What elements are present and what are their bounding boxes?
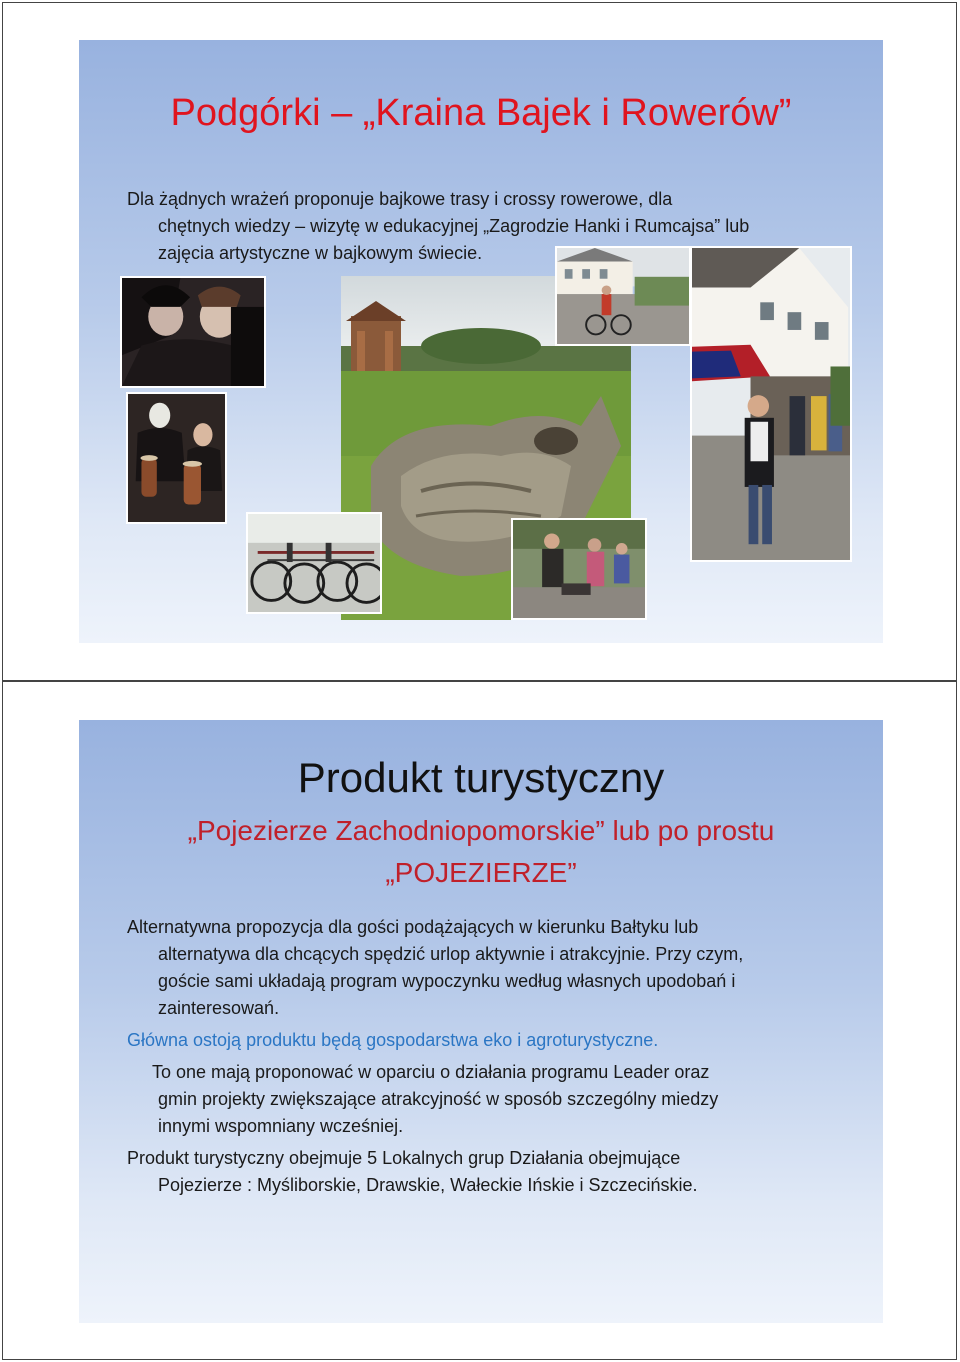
p3-line-1: To one mają proponować w oparciu o działania programu Leader oraz [152, 1062, 710, 1082]
slide-produkt-turystyczny [79, 720, 883, 1323]
slide2-subtitle-line-2: „POJEZIERZE” [385, 857, 577, 888]
slide1-line-2: chętnych wiedzy – wizytę w edukacyjnej „Zagrodzie Hanki i Rumcajsa” lub [158, 216, 750, 236]
p4-line-1: Produkt turystyczny obejmuje 5 Lokalnych grup Działania obejmujące [127, 1148, 681, 1168]
p1-line-4: zainteresowań. [158, 998, 280, 1018]
slide-podgorki [79, 40, 883, 643]
slide2-title: Produkt turystyczny [297, 754, 665, 801]
p1-line-2: alternatywa dla chcących spędzić urlop aktywnie i atrakcyjnie. Przy czym, [158, 944, 744, 964]
p1-line-1: Alternatywna propozycja dla gości podążających w kierunku Bałtyku lub [127, 917, 699, 937]
p3-line-3: innymi wspomniany wcześniej. [158, 1116, 404, 1136]
photo-village-street [555, 246, 691, 346]
slide1-line-3: zajęcia artystyczne w bajkowym świecie. [158, 243, 483, 263]
slide1-title: Podgórki – „Kraina Bajek i Rowerów” [170, 92, 792, 134]
photo-bicycles [246, 512, 382, 614]
photo-blacksmith-crowd [511, 518, 647, 620]
p4-line-2: Pojezierze : Myśliborskie, Drawskie, Wałeckie Ińskie i Szczecińskie. [158, 1175, 698, 1195]
slide2-paragraph-1 [127, 914, 851, 1022]
photo-drummers [126, 392, 227, 524]
photo-costumed-figures [120, 276, 266, 388]
slide2-paragraph-2-highlight: Główna ostoją produktu będą gospodarstwa eko i agroturystyczne. [127, 1030, 659, 1050]
slide2-paragraph-3 [127, 1059, 851, 1140]
slide2-subtitle-line-1: „Pojezierze Zachodniopomorskie” lub po prostu [187, 815, 775, 846]
slide2-body [127, 914, 851, 1204]
p1-line-3: goście sami układają program wypoczynku według własnych upodobań i [158, 971, 736, 991]
slide2-subtitle [119, 810, 843, 894]
p3-line-2: gmin projekty zwiększające atrakcyjność w sposób szczególny miedzy [158, 1089, 719, 1109]
photo-market-fair [690, 246, 852, 562]
slide2-paragraph-4 [127, 1145, 851, 1199]
slide1-line-1: Dla żądnych wrażeń proponuje bajkowe trasy i crossy rowerowe, dla [127, 189, 673, 209]
